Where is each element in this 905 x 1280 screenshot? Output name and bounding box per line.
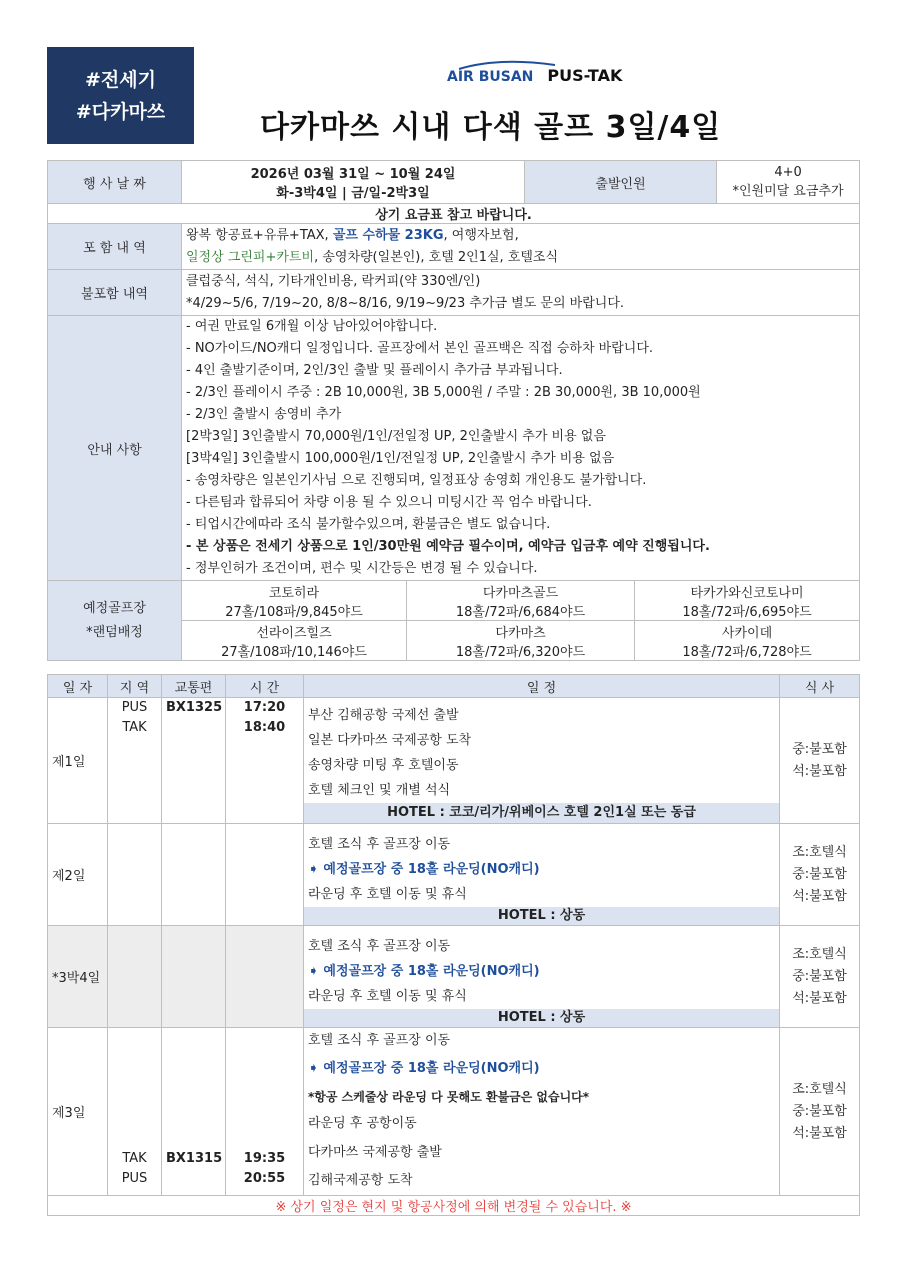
- swoosh-icon: [457, 59, 557, 71]
- col-transport: 교통편: [162, 675, 226, 698]
- round-text: 예정골프장 중 18홀 라운딩(NO캐디): [323, 964, 540, 979]
- course-name: 다카마츠: [495, 625, 546, 641]
- itinerary-round-item: [308, 959, 775, 984]
- meal-dinner: 석:불포함: [792, 763, 847, 779]
- meal-lunch: 중:불포함: [792, 1103, 847, 1119]
- guide-row: [48, 316, 860, 581]
- meal-lunch: 중:불포함: [792, 866, 847, 882]
- itinerary-round-item: [308, 1054, 775, 1084]
- info-table: [47, 160, 860, 661]
- col-region: 지 역: [108, 675, 162, 698]
- course-name: 사카이데: [721, 625, 773, 641]
- meal-breakfast: 조:호텔식: [792, 1081, 847, 1097]
- round-text: 예정골프장 중 18홀 라운딩(NO캐디): [323, 1061, 540, 1076]
- schedule-table: [47, 674, 860, 1216]
- day3x-label: *3박4일: [48, 926, 108, 1028]
- itinerary-item: 김해국제공항 도착: [308, 1173, 413, 1188]
- route-code: PUS-TAK: [547, 66, 623, 85]
- course-spec: 18홀/72파/6,695야드: [682, 604, 812, 620]
- hotel-info: HOTEL : 코코/리가/위베이스 호텔 2인1실 또는 동급: [304, 803, 779, 823]
- course-spec: 18홀/72파/6,684야드: [455, 604, 586, 620]
- meal-breakfast: 조:호텔식: [792, 844, 847, 860]
- day1-itinerary: [304, 698, 780, 824]
- excluded-items: 클럽중식, 석식, 기타개인비용, 락커피(약 330엔/인): [186, 273, 481, 289]
- day3x-row: [48, 926, 860, 1028]
- course-cell: [407, 581, 635, 621]
- region-to: PUS: [121, 1171, 148, 1186]
- region-from: TAK: [122, 1151, 147, 1166]
- day3x-time: [226, 926, 304, 1028]
- course-name: 선라이즈힐즈: [256, 625, 332, 641]
- course-label: [48, 581, 182, 661]
- guide-line: - 정부인허가 조건이며, 편수 및 시간등은 변경 될 수 있습니다.: [186, 561, 538, 576]
- course-cell: [635, 581, 860, 621]
- date-range: 2026년 03월 31일 ~ 10월 24일: [250, 167, 456, 182]
- date-label: 행 사 날 짜: [48, 161, 182, 204]
- pax-value: [717, 161, 860, 204]
- meal-breakfast: 조:호텔식: [792, 946, 847, 962]
- pax-count: 4+0: [774, 165, 802, 180]
- pax-note: *인원미달 요금추가: [732, 184, 844, 199]
- guide-line: - 2/3인 플레이시 주중 : 2B 10,000원, 3B 5,000원 / 주말 : 2B 30,000원, 3B 10,000원: [186, 385, 701, 400]
- arrival-time: 20:55: [243, 1171, 286, 1186]
- day1-time: [226, 698, 304, 824]
- itinerary-item: 일본 다카마쓰 국제공항 도착: [308, 733, 472, 748]
- itinerary-warning: *항공 스케줄상 라운딩 다 못해도 환불금은 없습니다*: [308, 1090, 590, 1104]
- meal-lunch: 중:불포함: [792, 741, 847, 757]
- footer-row: [48, 1196, 860, 1216]
- course-spec: 27홀/108파/10,146야드: [221, 644, 367, 660]
- col-itinerary: 일 정: [304, 675, 780, 698]
- course-label-main: 예정골프장: [83, 600, 146, 616]
- itinerary-item: 송영차량 미팅 후 호텔이동: [308, 758, 459, 773]
- included-golf-bag: 골프 수하물 23KG: [332, 227, 444, 243]
- course-label-random: *랜덤배정: [86, 624, 143, 640]
- day1-flight: BX1325: [162, 698, 226, 824]
- guide-label: 안내 사항: [48, 316, 182, 581]
- course-name: 코토히라: [268, 585, 320, 601]
- course-cell: [182, 581, 407, 621]
- arrow-icon: ➧: [308, 862, 324, 877]
- itinerary-item: 호텔 조식 후 골프장 이동: [308, 837, 451, 852]
- excluded-value: [182, 270, 860, 316]
- guide-line: [2박3일] 3인출발시 70,000원/1인/전일정 UP, 2인출발시 추가 비용 없음: [186, 429, 606, 444]
- course-cell: [635, 621, 860, 661]
- course-spec: 18홀/72파/6,728야드: [682, 644, 812, 660]
- guide-deposit-line: - 본 상품은 전세기 상품으로 1인/30만원 예약금 필수이며, 예약금 입금후 예약 진행됩니다.: [186, 539, 710, 554]
- day3-region: [108, 1028, 162, 1196]
- col-time: 시 간: [226, 675, 304, 698]
- included-green-fee: 일정상 그린피+카트비: [186, 249, 315, 265]
- day2-row: [48, 824, 860, 926]
- day1-meals: [780, 698, 860, 824]
- brand-text: AIR BUSAN: [447, 69, 534, 85]
- itinerary-round-item: [308, 857, 775, 882]
- day2-time: [226, 824, 304, 926]
- meal-dinner: 석:불포함: [792, 990, 847, 1006]
- guide-line: - NO가이드/NO캐디 일정입니다. 골프장에서 본인 골프백은 직접 승하차 바랍니다.: [186, 341, 654, 356]
- guide-line: - 티업시간에따라 조식 불가할수있으며, 환불금은 별도 없습니다.: [186, 517, 551, 532]
- date-pattern: 화-3박4일 | 금/일-2박3일: [276, 186, 430, 201]
- day1-label: 제1일: [48, 698, 108, 824]
- excluded-label: 불포함 내역: [48, 270, 182, 316]
- excluded-surcharge-note: *4/29~5/6, 7/19~20, 8/8~8/16, 9/19~9/23 추가금 별도 문의 바랍니다.: [186, 295, 625, 311]
- course-row-1: [48, 581, 860, 621]
- col-day: 일 자: [48, 675, 108, 698]
- itinerary-item: 호텔 조식 후 골프장 이동: [308, 939, 451, 954]
- day3-row: [48, 1028, 860, 1196]
- arrow-icon: ➧: [308, 964, 324, 979]
- hashtag-badge: [47, 47, 194, 144]
- itinerary-item: 라운딩 후 공항이동: [308, 1116, 417, 1131]
- course-spec: 18홀/72파/6,320야드: [455, 644, 586, 660]
- day2-region: [108, 824, 162, 926]
- itinerary-item: 부산 김해공항 국제선 출발: [308, 708, 459, 723]
- day3x-itinerary: [304, 926, 780, 1028]
- guide-line: - 2/3인 출발시 송영비 추가: [186, 407, 342, 422]
- air-busan-brand: [447, 69, 533, 85]
- col-meal: 식 사: [780, 675, 860, 698]
- hotel-info: HOTEL : 상동: [304, 907, 779, 925]
- course-cell: [407, 621, 635, 661]
- departure-time: 19:35: [243, 1151, 286, 1166]
- included-transfer-hotel: , 송영차량(일본인), 호텔 2인1실, 호텔조식: [314, 249, 559, 265]
- hashtag-takamatsu: #다카마쓰: [75, 100, 166, 123]
- included-insurance: , 여행자보험,: [443, 227, 519, 243]
- price-note: 상기 요금표 참고 바랍니다.: [48, 204, 860, 224]
- region-to: TAK: [122, 720, 147, 735]
- pax-label: 출발인원: [525, 161, 717, 204]
- course-cell: [182, 621, 407, 661]
- day3-flight: BX1315: [162, 1028, 226, 1196]
- itinerary-item: 다카마쓰 국제공항 출발: [308, 1145, 442, 1160]
- guide-line: - 4인 출발기준이며, 2인/3인 출발 및 플레이시 추가금 부과됩니다.: [186, 363, 563, 378]
- meal-dinner: 석:불포함: [792, 1125, 847, 1141]
- course-name: 다카마츠골드: [482, 585, 559, 601]
- included-airfare: 왕복 항공료+유류+TAX,: [186, 227, 333, 243]
- meal-lunch: 중:불포함: [792, 968, 847, 984]
- region-from: PUS: [121, 700, 148, 715]
- itinerary-item: 호텔 조식 후 골프장 이동: [308, 1033, 451, 1048]
- day3-itinerary: [304, 1028, 780, 1196]
- included-value: [182, 224, 860, 270]
- day2-itinerary: [304, 824, 780, 926]
- course-spec: 27홀/108파/9,845야드: [225, 604, 363, 620]
- price-note-row: [48, 204, 860, 224]
- airline-logo: [447, 66, 622, 85]
- schedule-change-notice: ※ 상기 일정은 현지 및 항공사정에 의해 변경될 수 있습니다. ※: [48, 1196, 860, 1216]
- guide-line: - 여권 만료일 6개월 이상 남아있어야합니다.: [186, 319, 438, 334]
- day1-region: [108, 698, 162, 824]
- hotel-info: HOTEL : 상동: [304, 1009, 779, 1027]
- day2-meals: [780, 824, 860, 926]
- guide-value: [182, 316, 860, 581]
- page-title: 다카마쓰 시내 다색 골프 3일/4일: [260, 110, 722, 145]
- day3-time: [226, 1028, 304, 1196]
- guide-line: [3박4일] 3인출발시 100,000원/1인/전일정 UP, 2인출발시 추가 비용 없음: [186, 451, 615, 466]
- hashtag-charter: #전세기: [85, 68, 156, 91]
- date-value: [182, 161, 525, 204]
- day3x-region: [108, 926, 162, 1028]
- day3x-meals: [780, 926, 860, 1028]
- date-row: [48, 161, 860, 204]
- day2-label: 제2일: [48, 824, 108, 926]
- schedule-header: [48, 675, 860, 698]
- arrival-time: 18:40: [243, 720, 286, 735]
- itinerary-item: 라운딩 후 호텔 이동 및 휴식: [308, 887, 467, 902]
- itinerary-item: 라운딩 후 호텔 이동 및 휴식: [308, 989, 467, 1004]
- arrow-icon: ➧: [308, 1061, 324, 1076]
- round-text: 예정골프장 중 18홀 라운딩(NO캐디): [323, 862, 540, 877]
- day3-meals: [780, 1028, 860, 1196]
- day3x-flight: [162, 926, 226, 1028]
- departure-time: 17:20: [243, 700, 286, 715]
- excluded-row: [48, 270, 860, 316]
- day1-row: [48, 698, 860, 824]
- included-row: [48, 224, 860, 270]
- included-label: 포 함 내 역: [48, 224, 182, 270]
- day3-label: 제3일: [48, 1028, 108, 1196]
- guide-line: - 송영차량은 일본인기사님 으로 진행되며, 일정표상 송영회 개인용도 불가합니다.: [186, 473, 647, 488]
- guide-line: - 다른팀과 합류되어 차량 이용 될 수 있으니 미팅시간 꼭 엄수 바랍니다.: [186, 495, 592, 510]
- course-name: 타카가와신코토나미: [690, 585, 804, 601]
- day2-flight: [162, 824, 226, 926]
- itinerary-item: 호텔 체크인 및 개별 석식: [308, 783, 451, 798]
- meal-dinner: 석:불포함: [792, 888, 847, 904]
